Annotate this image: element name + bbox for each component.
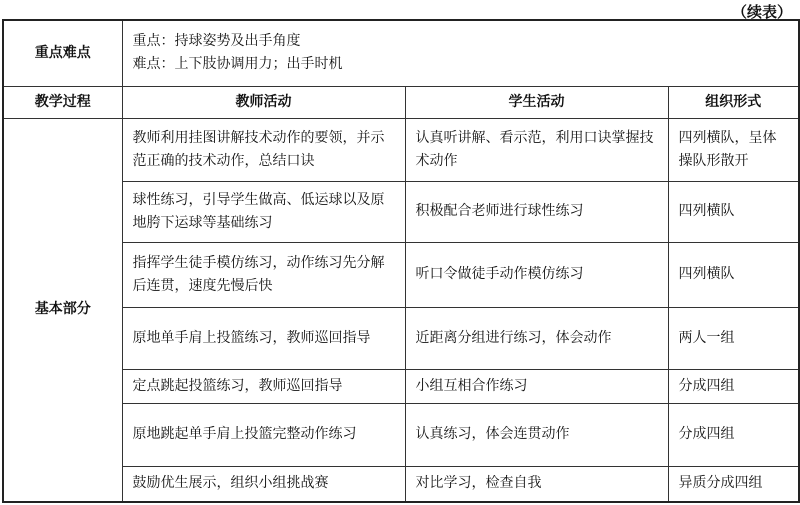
organization-cell: 四列横队	[668, 181, 799, 242]
header-row	[3, 86, 799, 118]
organization-cell: 分成四组	[668, 403, 799, 466]
header-organization: 组织形式	[668, 86, 799, 118]
table-row	[3, 181, 799, 242]
section-label: 基本部分	[3, 118, 122, 502]
teacher-activity-cell: 定点跳起投篮练习，教师巡回指导	[122, 369, 405, 403]
organization-cell: 异质分成四组	[668, 466, 799, 502]
student-activity-cell: 认真听讲解、看示范，利用口诀掌握技术动作	[405, 118, 668, 181]
header-student-activity: 学生活动	[405, 86, 668, 118]
organization-cell: 分成四组	[668, 369, 799, 403]
student-activity-cell: 近距离分组进行练习，体会动作	[405, 307, 668, 369]
header-process: 教学过程	[3, 86, 122, 118]
table-row	[3, 242, 799, 307]
teacher-activity-cell: 原地单手肩上投篮练习，教师巡回指导	[122, 307, 405, 369]
teacher-activity-cell: 鼓励优生展示，组织小组挑战赛	[122, 466, 405, 502]
organization-cell: 四列横队，呈体操队形散开	[668, 118, 799, 181]
header-teacher-activity: 教师活动	[122, 86, 405, 118]
student-activity-cell: 对比学习，检查自我	[405, 466, 668, 502]
table-row	[3, 118, 799, 181]
key-points-row	[3, 20, 799, 86]
student-activity-cell: 听口令做徒手动作模仿练习	[405, 242, 668, 307]
key-points-content	[122, 20, 799, 86]
continued-label: （续表）	[731, 3, 792, 21]
organization-cell: 四列横队	[668, 242, 799, 307]
table-row	[3, 403, 799, 466]
student-activity-cell: 认真练习，体会连贯动作	[405, 403, 668, 466]
teacher-activity-cell: 球性练习，引导学生做高、低运球以及原地胯下运球等基础练习	[122, 181, 405, 242]
teacher-activity-cell: 指挥学生徒手模仿练习，动作练习先分解后连贯，速度先慢后快	[122, 242, 405, 307]
difficult-point-line: 难点：上下肢协调用力；出手时机	[132, 56, 343, 73]
table-row	[3, 307, 799, 369]
student-activity-cell: 小组互相合作练习	[405, 369, 668, 403]
student-activity-cell: 积极配合老师进行球性练习	[405, 181, 668, 242]
lesson-plan-table	[2, 19, 800, 503]
teacher-activity-cell: 教师利用挂图讲解技术动作的要领，并示范正确的技术动作，总结口诀	[122, 118, 405, 181]
organization-cell: 两人一组	[668, 307, 799, 369]
table-row	[3, 369, 799, 403]
table-row	[3, 466, 799, 502]
teacher-activity-cell: 原地跳起单手肩上投篮完整动作练习	[122, 403, 405, 466]
key-points-label: 重点难点	[3, 20, 122, 86]
key-point-line: 重点：持球姿势及出手角度	[132, 33, 301, 50]
